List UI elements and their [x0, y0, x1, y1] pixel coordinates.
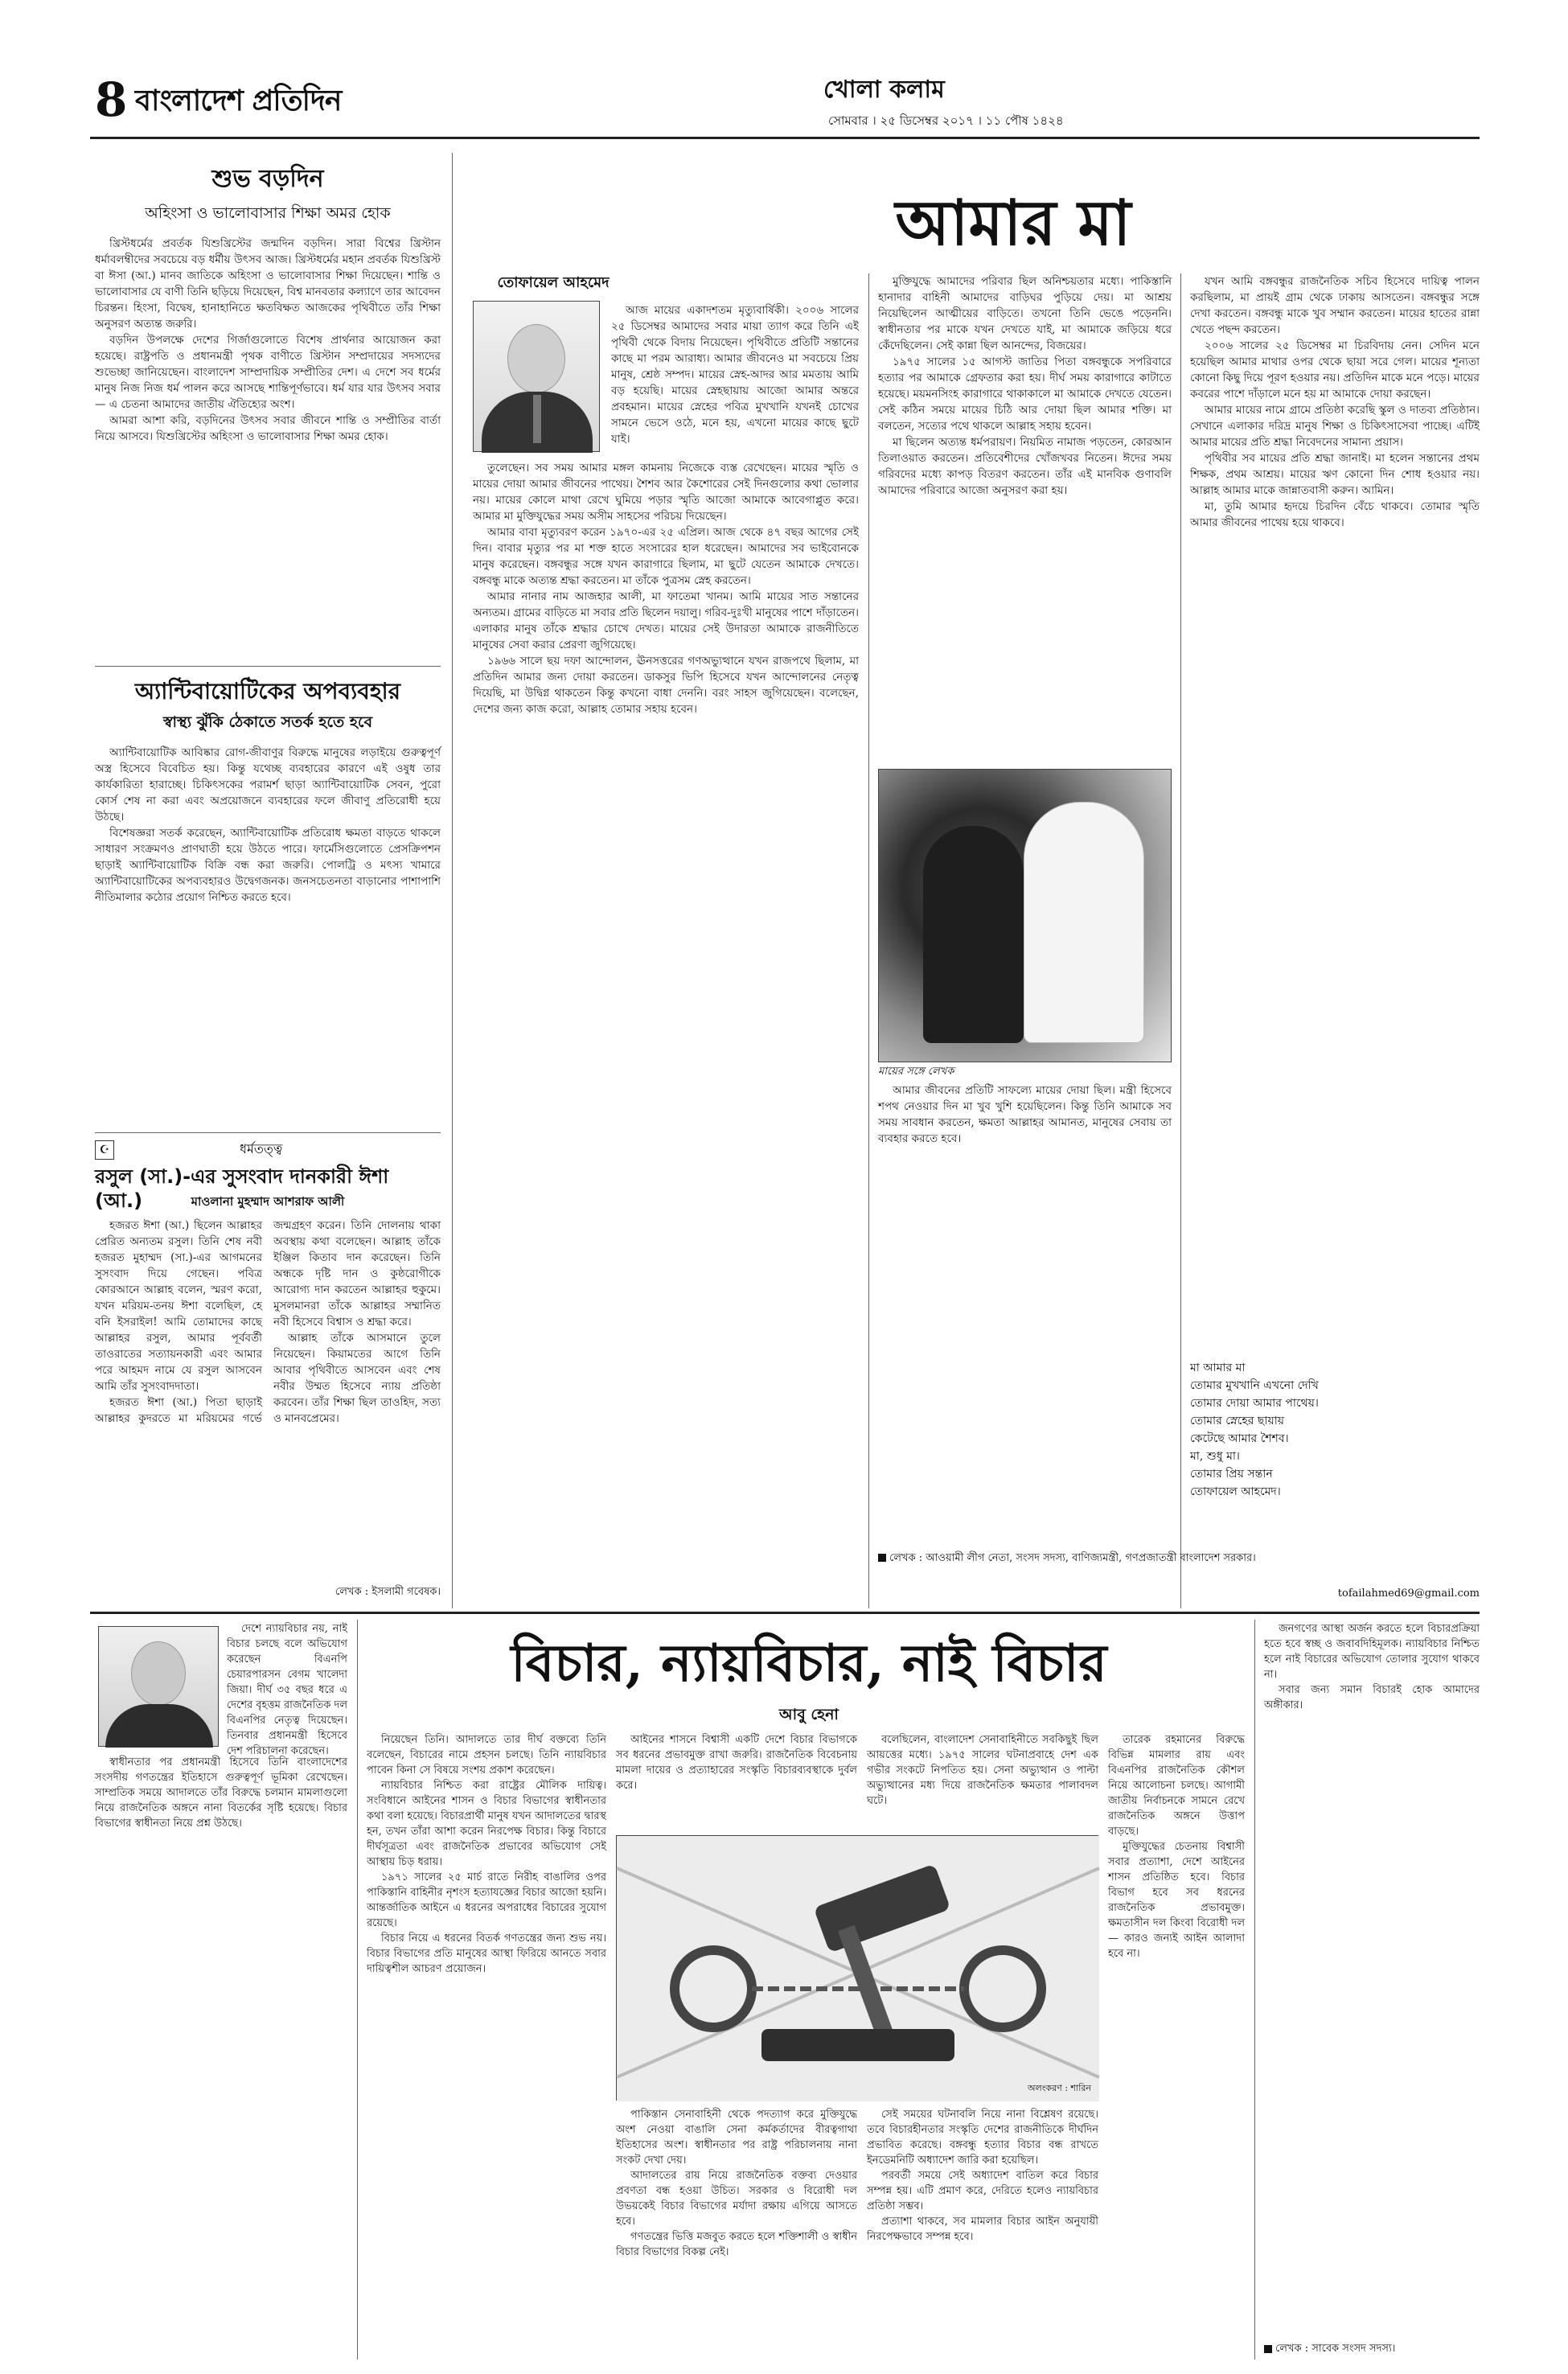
bottom-intro: [95, 1755, 347, 2354]
religion-byline: মাওলানা মুহম্মাদ আশরাফ আলী: [191, 1194, 345, 1209]
verse-line: মা, শুধু মা।: [1190, 1450, 1240, 1463]
bottom-article-footer: [1264, 2342, 1480, 2360]
religion-section: [95, 1139, 441, 1160]
author-email: tofailahmed69@gmail.com: [1337, 1587, 1480, 1600]
paragraph: মা ছিলেন অত্যন্ত ধর্মপরায়ণ। নিয়মিত নামাজ পড়তেন, কোরআন তিলাওয়াত করতেন। প্রতিবেশীদের খোঁজখবর নিতেন। ঈদের সময় গরিবদের মধ্যে কাপড় বিতরণ করতেন। তাঁর এই মানবিক গুণাবলি আমাদের পরিবারে আজো অনুসরণ করা হয়।: [878, 436, 1172, 497]
paragraph: পরবর্তী সময়ে সেই অধ্যাদেশ বাতিল করে বিচার সম্পন্ন হয়। এটি প্রমাণ করে, দেরিতে হলেও ন্যায়বিচার প্রতিষ্ঠা সম্ভব।: [867, 2170, 1098, 2212]
mother-photo-caption: মায়ের সঙ্গে লেখক: [878, 1066, 954, 1078]
paragraph: বিচার নিয়ে এ ধরনের বিতর্ক গণতন্ত্রের জন্য শুভ নয়। বিচার বিভাগের প্রতি মানুষের আস্থা ফিরিয়ে আনতে সবার দায়িত্বশীল আচরণ প্রয়োজন।: [367, 1932, 606, 1975]
paragraph: মুক্তিযুদ্ধের চেতনায় বিশ্বাসী সবার প্রত্যাশা, দেশে আইনের শাসন প্রতিষ্ঠিত হবে। বিচার বিভাগ হবে সব ধরনের রাজনৈতিক প্রভাবমুক্ত। ক্ষমতাসীন দল কিংবা বিরোধী দল — কারও জন্যই আইন আলাদা হবে না।: [1108, 1841, 1245, 1960]
paragraph: দেশে ন্যায়বিচার নয়, নাই বিচার চলছে বলে অভিযোগ করেছেন বিএনপি চেয়ারপারসন বেগম খালেদা জিয়া। দীর্ঘ ৩৫ বছর ধরে এ দেশের বৃহত্তম রাজনৈতিক দল বিএনপির নেতৃত্ব দিয়েছেন। তিনবার প্রধানমন্ত্রী হিসেবে দেশ পরিচালনা করেছেন।: [227, 1623, 348, 1757]
author-photo: [473, 301, 600, 452]
square-icon: [878, 1554, 886, 1562]
paragraph: ১৯৭১ সালের ২৫ মার্চ রাতে নিরীহ বাঙালির ওপর পাকিস্তানি বাহিনীর নৃশংস হত্যাযজ্ঞের বিচার আজো হয়নি। আন্তর্জাতিক আইনে এ ধরনের অপরাধের বিচারের সুযোগ রয়েছে।: [367, 1871, 606, 1929]
bottom-col2-bottom: [616, 2107, 857, 2356]
religion-footer: লেখক : ইসলামী গবেষক।: [335, 1586, 441, 1598]
bottom-col1: [367, 1732, 606, 2356]
divider: [95, 1132, 441, 1133]
dateline: সোমবার । ২৫ ডিসেম্বর ২০১৭ । ১১ পৌষ ১৪২৪: [828, 113, 1064, 128]
paragraph: সেই সময়ের ঘটনাবলি নিয়ে নানা বিশ্লেষণ রয়েছে। তবে বিচারহীনতার সংস্কৃতি দেশের রাজনীতিকে দীর্ঘদিন প্রভাবিত করেছে। বঙ্গবন্ধু হত্যার বিচার বন্ধ রাখতে ইনডেমনিটি অধ্যাদেশ জারি করা হয়েছিল।: [867, 2109, 1098, 2167]
paragraph: ন্যায়বিচার নিশ্চিত করা রাষ্ট্রের মৌলিক দায়িত্ব। সংবিধানে আইনের শাসন ও বিচার বিভাগের স্বাধীনতার কথা বলা হয়েছে। বিচারপ্রার্থী মানুষ যখন আদালতের দ্বারস্থ হন, তখন তাঁরা আশা করেন নিরপেক্ষ বিচার। কিন্তু বিচারে দীর্ঘসূত্রতা এবং রাজনৈতিক প্রভাবের অভিযোগ সেই আস্থায় চিড় ধরায়।: [367, 1780, 606, 1868]
justice-illustration: [616, 1835, 1098, 2101]
christmas-body: [95, 236, 441, 654]
paragraph: আমার বাবা মৃত্যুবরণ করেন ১৯৭০-এর ২৫ এপ্রিল। আজ থেকে ৪৭ বছর আগের সেই দিন। বাবার মৃত্যুর পর মা শক্ত হাতে সংসারের হাল ধরেছেন। আমাদের সব ভাইবোনকে মানুষ করেছেন। বঙ্গবন্ধুর সঙ্গে যখন কারাগারে ছিলাম, মা ছুটে যেতেন আমাকে দেখতে। বঙ্গবন্ধু মাকে অত্যন্ত শ্রদ্ধা করতেন। মা তাঁকে পুত্রসম স্নেহ করতেন।: [473, 526, 859, 587]
bottom-article-author: আবু হেনা: [779, 1706, 839, 1723]
paragraph: ১৯৬৬ সালে ছয় দফা আন্দোলন, ঊনসত্তরের গণঅভ্যুত্থানে যখন রাজপথে ছিলাম, মা প্রতিদিন আমার জন্য দোয়া করতেন। ডাকসুর ভিপি হিসেবে যখন আন্দোলনের নেতৃত্ব দিয়েছি, মা উদ্বিগ্ন থাকতেন কিন্তু কখনো বাধা দেননি। বরং সাহস জুগিয়েছেন। বলেছেন, দেশের জন্য কাজ করো, আল্লাহ তোমার সহায় হবেন।: [473, 655, 859, 716]
paragraph: ২০০৬ সালের ২৫ ডিসেম্বর মা চিরবিদায় নেন। সেদিন মনে হয়েছিল আমার মাথার ওপর থেকে ছায়া সরে গেল। মায়ের শূন্যতা কোনো কিছু দিয়ে পূরণ হওয়ার নয়। প্রতিদিন মাকে মনে পড়ে। মায়ের কবরের পাশে দাঁড়ালে মনে হয় মা আমাকে দোয়া করছেন।: [1190, 339, 1480, 400]
portrait-body: [105, 1704, 213, 1748]
verse-line: তোমার মুখখানি এখনো দেখি: [1190, 1379, 1319, 1392]
portrait-tie: [533, 395, 541, 443]
verse-block: [1190, 1359, 1480, 1520]
illustration-credit: অলংকরণ : শারিন: [1027, 2083, 1091, 2093]
paragraph: স্বাধীনতার পর প্রধানমন্ত্রী হিসেবে তিনি বাংলাদেশের সংসদীয় গণতন্ত্রের ইতিহাসে গুরুত্বপূর্ণ ভূমিকা রেখেছেন। সাম্প্রতিক সময়ে আদালতে তাঁর বিরুদ্ধে চলমান মামলাগুলো নিয়ে রাজনৈতিক অঙ্গনে নানা বিতর্কের সৃষ্টি হয়েছে। বিচার বিভাগের স্বাধীনতা নিয়ে প্রশ্ন উঠছে।: [95, 1756, 347, 1830]
paragraph: মুক্তিযুদ্ধে আমাদের পরিবার ছিল অনিশ্চয়তার মধ্যে। পাকিস্তানি হানাদার বাহিনী আমাদের বাড়িঘর পুড়িয়ে দেয়। মা আশ্রয় নিয়েছিলেন আত্মীয়ের বাড়িতে। তখনো তিনি ভেঙে পড়েননি। স্বাধীনতার পর মাকে যখন দেখতে যাই, মা আমাকে জড়িয়ে ধরে কেঁদেছিলেন। সেই কান্না ছিল আনন্দের, বিজয়ের।: [878, 275, 1172, 352]
main-body-col1a: [611, 302, 859, 455]
paragraph: প্রত্যাশা থাকবে, সব মামলার বিচার আইন অনুযায়ী নিরপেক্ষভাবে সম্পন্ন হবে।: [867, 2216, 1098, 2243]
crescent-icon: ☪: [95, 1140, 114, 1160]
paragraph: আল্লাহ তাঁকে আসমানে তুলে নিয়েছেন। কিয়ামতের আগে তিনি আবার পৃথিবীতে আসবেন এবং শেষ নবীর উম্মত হিসেবে ন্যায় প্রতিষ্ঠা করবেন। তাঁর শিক্ষা ছিল তাওহিদ, সত্য ও মানবপ্রেমের।: [273, 1332, 441, 1425]
bottom-col4: [1108, 1732, 1245, 2356]
verse-line: তোমার প্রিয় সন্তান: [1190, 1468, 1273, 1481]
paragraph: সবার জন্য সমান বিচারই হোক আমাদের অঙ্গীকার।: [1264, 1684, 1480, 1711]
paragraph: আদালতের রায় নিয়ে রাজনৈতিক বক্তব্য দেওয়ার প্রবণতা বন্ধ হওয়া উচিত। সরকার ও বিরোধী দল উভয়কেই বিচার বিভাগের মর্যাদা রক্ষায় এগিয়ে আসতে হবে।: [616, 2170, 857, 2228]
paragraph: হজরত ঈশা (আ.) ছিলেন আল্লাহর প্রেরিত অন্যতম রসুল। তিনি শেষ নবী হজরত মুহাম্মদ (সা.)-এর আগমনের সুসংবাদ দিয়ে গেছেন। পবিত্র কোরআনে আল্লাহ বলেন, স্মরণ করো, যখন মরিয়ম-তনয় ঈশা বলেছিল, হে বনি ইসরাইল! আমি তোমাদের কাছে আল্লাহর রসুল, আমার পূর্ববর্তী তাওরাতের সত্যায়নকারী এবং আমার পরে আহমদ নামে যে রসুল আসবেন আমি তাঁর সুসংবাদদাতা।: [95, 1219, 262, 1393]
paragraph: আমার নানার নাম আজহার আলী, মা ফাতেমা খানম। আমি মায়ের সাত সন্তানের অন্যতম। গ্রামের বাড়িতে মা সবার প্রতি ছিলেন দয়ালু। গরিব-দুঃখী মানুষের পাশে দাঁড়াতেন। এলাকার মানুষ তাঁকে শ্রদ্ধার চোখে দেখত। মায়ের সেই উদারতা আমাকে রাজনীতিতে মানুষের সেবা করার প্রেরণা জুগিয়েছে।: [473, 590, 859, 651]
main-body-col1b: [473, 460, 859, 1606]
verse-line: তোমার দোয়া আমার পাথেয়।: [1190, 1397, 1319, 1410]
main-body-col2b: [878, 1082, 1172, 1605]
bottom-col3-bottom: [867, 2107, 1098, 2356]
paragraph: পৃথিবীর সব মায়ের প্রতি শ্রদ্ধা জানাই। মা হলেন সন্তানের প্রথম শিক্ষক, প্রথম আশ্রয়। মায়ের ঋণ কোনো দিন শোধ হওয়ার নয়। আল্লাহ আমার মাকে জান্নাতবাসী করুন। আমিন।: [1190, 452, 1480, 497]
paragraph: বলেছিলেন, বাংলাদেশ সেনাবাহিনীতে সবকিছুই ছিল আয়ত্তের মধ্যে। ১৯৭৫ সালের ঘটনাপ্রবাহে দেশ এক গভীর সংকটে নিপতিত হয়। সেনা অভ্যুত্থান ও পাল্টা অভ্যুত্থানের মধ্য দিয়ে রাজনৈতিক ক্ষমতার পালাবদল ঘটে।: [867, 1734, 1098, 1807]
column-divider: [452, 153, 453, 1608]
masthead: [0, 0, 1568, 141]
section-rule: [90, 1612, 1480, 1614]
antibiotic-body: [95, 745, 441, 1119]
bottom-col5: [1264, 1621, 1480, 2337]
paragraph: আমরা আশা করি, বড়দিনের উৎসব সবার জীবনে শান্তি ও সম্প্রীতির বার্তা নিয়ে আসবে। যিশুখ্রিস্টের অহিংসা ও ভালোবাসার শিক্ষা অমর হোক।: [95, 414, 441, 443]
bottom-col3-top: [867, 1732, 1098, 1829]
portrait-head: [507, 324, 565, 393]
paragraph: আইনের শাসনে বিশ্বাসী একটি দেশে বিচার বিভাগকে সব ধরনের প্রভাবমুক্ত রাখা জরুরি। রাজনৈতিক বিবেচনায় মামলা দায়ের ও প্রত্যাহারের সংস্কৃতি বিচারব্যবস্থাকে দুর্বল করে।: [616, 1734, 857, 1792]
column-divider: [1180, 273, 1181, 1608]
paragraph: আমার জীবনের প্রতিটি সাফল্যে মায়ের দোয়া ছিল। মন্ত্রী হিসেবে শপথ নেওয়ার দিন মা খুব খুশি হয়েছিলেন। কিন্তু তিনি আমাকে সব সময় সাবধান করতেন, ক্ষমতা আল্লাহর আমানত, মানুষের সেবায় তা ব্যবহার করতে হবে।: [878, 1084, 1172, 1145]
section-label: ধর্মতত্ত্ব: [240, 1141, 283, 1156]
son-figure: [923, 826, 1024, 1043]
paragraph: খ্রিস্টধর্মের প্রবর্তক যিশুখ্রিস্টের জন্মদিন বড়দিন। সারা বিশ্বের খ্রিস্টান ধর্মাবলম্বীদের সবচেয়ে বড় ধর্মীয় উৎসব আজ। খ্রিস্টধর্মের মহান প্রবর্তক যিশুখ্রিস্ট বা ঈসা (আ.) মানব জাতিকে অহিংসা ও ভালোবাসার শিক্ষা দিয়েছেন। শান্তি ও ভালোবাসার যে বাণী তিনি ছড়িয়ে দিয়েছেন, বিশ্ব মানবতার কল্যাণে তার আবেদন চিরন্তন। হিংসা, বিদ্বেষ, হানাহানিতে ক্ষতবিক্ষত আজকের পৃথিবীতে তাঁর শিক্ষা অনুসরণ অত্যন্ত জরুরি।: [95, 237, 441, 331]
masthead-rule: [90, 137, 1480, 139]
bottom-intro-top: [227, 1621, 348, 1757]
paragraph: গণতন্ত্রের ভিত্তি মজবুত করতে হলে শক্তিশালী ও স্বাধীন বিচার বিভাগের বিকল্প নেই।: [616, 2231, 857, 2258]
religion-article: [95, 1139, 441, 1605]
christmas-title: শুভ বড়দিন: [211, 165, 324, 193]
column-divider: [868, 273, 869, 1608]
author-note: লেখক : সাবেক সংসদ সদস্য।: [1275, 2343, 1396, 2355]
paragraph: ১৯৭৫ সালের ১৫ আগস্ট জাতির পিতা বঙ্গবন্ধুকে সপরিবারে হত্যার পর আমাকে গ্রেফতার করা হয়। দীর্ঘ সময় কারাগারে কাটাতে হয়েছে। ময়মনসিংহ কারাগারে থাকাকালে মা আমাকে দেখতে যেতেন। সেই কঠিন সময়ে মায়ের চিঠি আর দোয়া ছিল আমার শক্তি। মা বলতেন, সত্যের পথে থাকলে আল্লাহ সহায় হবেন।: [878, 355, 1172, 433]
portrait-head: [131, 1641, 186, 1706]
author-note: লেখক : আওয়ামী লীগ নেতা, সংসদ সদস্য, বাণিজ্যমন্ত্রী, গণপ্রজাতন্ত্রী বাংলাদেশ সরকার।: [889, 1552, 1256, 1564]
antibiotic-editorial: [95, 674, 441, 1124]
christmas-editorial: [95, 157, 441, 659]
main-article-title: আমার মা: [895, 187, 1131, 260]
column-divider: [1254, 1620, 1255, 2360]
paragraph: তারেক রহমানের বিরুদ্ধে বিভিন্ন মামলার রায় এবং বিএনপির রাজনৈতিক কৌশল নিয়ে আলোচনা চলছে। আগামী জাতীয় নির্বাচনকে সামনে রেখে রাজনৈতিক অঙ্গনে উত্তাপ বাড়ছে।: [1108, 1734, 1245, 1838]
bottom-author-photo: [98, 1626, 219, 1747]
paragraph: নিয়েছেন তিনি। আদালতে তার দীর্ঘ বক্তব্যে তিনি বলেছেন, বিচারের নামে প্রহসন চলছে। তিনি ন্যায়বিচার পাবেন কিনা সে বিষয়ে সংশয় প্রকাশ করেছেন।: [367, 1734, 606, 1776]
paragraph: বড়দিন উপলক্ষে দেশের গির্জাগুলোতে বিশেষ প্রার্থনার আয়োজন করা হয়েছে। রাষ্ট্রপতি ও প্রধানমন্ত্রী পৃথক বাণীতে খ্রিস্টান সম্প্রদায়ের সদস্যদের শুভেচ্ছা জানিয়েছেন। বাংলাদেশ সাম্প্রদায়িক সম্প্রীতির দেশ। এ দেশে সব ধর্মের মানুষ নিজ নিজ ধর্ম পালন করে আসছে শান্তিপূর্ণভাবে। ধর্ম যার যার উৎসব সবার — এ চেতনা আমাদের জাতীয় ঐতিহ্যের অংশ।: [95, 334, 441, 411]
paragraph: তুলেছেন। সব সময় আমার মঙ্গল কামনায় নিজেকে ব্যস্ত রেখেছেন। মায়ের স্মৃতি ও মায়ের দোয়া আমার জীবনের পাথেয়। শৈশব আর কৈশোরের সেই দিনগুলোর কথা ভোলার নয়। মায়ের কোলে মাথা রেখে ঘুমিয়ে পড়ার স্মৃতি আজো আমাকে আবেগাপ্লুত করে। আমার মা মুক্তিযুদ্ধের সময় অসীম সাহসের পরিচয় দিয়েছেন।: [473, 462, 859, 523]
christmas-subtitle: অহিংসা ও ভালোবাসার শিক্ষা অমর হোক: [145, 204, 391, 222]
paragraph: আজ মায়ের একাদশতম মৃত্যুবার্ষিকী। ২০০৬ সালের ২৫ ডিসেম্বর আমাদের সবার মায়া ত্যাগ করে তিনি এই পৃথিবী থেকে বিদায় নিয়েছেন। পৃথিবীতে প্রতিটি সন্তানের কাছে মা পরম আরাধ্য। আমার জীবনেও মা সবচেয়ে প্রিয় মানুষ, শ্রেষ্ঠ সম্পদ। মায়ের স্নেহ-আদর আর মমতায় আমি বড় হয়েছি। মায়ের স্নেহছায়ায় আজো আমার অন্তরে প্রবহমান। মায়ের স্নেহের পবিত্র মুখখানি যখনই চোখের সামনে ভেসে ওঠে, মনে হয়, এখনো মায়ের কাছে ছুটে যাই।: [611, 304, 859, 446]
religion-body: [95, 1218, 441, 1579]
main-article-footer: [878, 1550, 1480, 1604]
divider: [95, 666, 441, 667]
column-divider: [357, 1620, 358, 2360]
paper-name: বাংলাদেশ প্রতিদিন: [135, 84, 342, 117]
paragraph: যখন আমি বঙ্গবন্ধুর রাজনৈতিক সচিব হিসেবে দায়িত্ব পালন করছিলাম, মা প্রায়ই গ্রাম থেকে ঢাকায় আসতেন। বঙ্গবন্ধুর সঙ্গে দেখা করতেন। বঙ্গবন্ধু মাকে খুব সম্মান করতেন। মায়ের হাতের রান্না খেতে পছন্দ করতেন।: [1190, 275, 1480, 336]
main-body-col3: [1190, 273, 1480, 1303]
bottom-article-title: বিচার, ন্যায়বিচার, নাই বিচার: [511, 1633, 1107, 1694]
section-label: খোলা কলাম: [823, 76, 945, 104]
paragraph: মা, তুমি আমার হৃদয়ে চিরদিন বেঁচে থাকবে। তোমার স্মৃতি আমার জীবনের পাথেয় হয়ে থাকবে।: [1190, 500, 1480, 529]
mother-photo: [878, 769, 1172, 1062]
verse-line: কেটেছে আমার শৈশব।: [1190, 1432, 1289, 1445]
paragraph: হজরত ঈশা (আ.) পিতা ছাড়াই আল্লাহর কুদরতে মা মরিয়মের গর্ভে জন্মগ্রহণ করেন। তিনি দোলনায় থাকা অবস্থায় কথা বলেছেন। আল্লাহ তাঁকে ইঞ্জিল কিতাব দান করেছেন। তিনি অন্ধকে দৃষ্টি দান ও কুষ্ঠরোগীকে আরোগ্য দান করতেন আল্লাহর হুকুমে। মুসলমানরা তাঁকে আল্লাহর সম্মানিত নবী হিসেবে বিশ্বাস ও শ্রদ্ধা করে।: [95, 1219, 441, 1425]
paragraph: বিশেষজ্ঞরা সতর্ক করেছেন, অ্যান্টিবায়োটিক প্রতিরোধ ক্ষমতা বাড়তে থাকলে সাধারণ সংক্রমণও প্রাণঘাতী হয়ে উঠতে পারে। ফার্মেসিগুলোতে প্রেসক্রিপশন ছাড়াই অ্যান্টিবায়োটিক বিক্রি বন্ধ করা জরুরি। পোলট্রি ও মৎস্য খামারে অ্যান্টিবায়োটিকের অপব্যবহারও উদ্বেগজনক। জনসচেতনতা বাড়ানোর পাশাপাশি নীতিমালার কঠোর প্রয়োগ নিশ্চিত করতে হবে।: [95, 827, 441, 904]
verse-line: তোমার স্নেহের ছায়ায়: [1190, 1415, 1285, 1427]
square-icon: [1264, 2345, 1272, 2353]
antibiotic-subtitle: স্বাস্থ্য ঝুঁকি ঠেকাতে সতর্ক হতে হবে: [162, 713, 373, 731]
paragraph: পাকিস্তান সেনাবাহিনী থেকে পদত্যাগ করে মুক্তিযুদ্ধে অংশ নেওয়া বাঙালি সেনা কর্মকর্তাদের বীরত্বগাথা ইতিহাসের অংশ। স্বাধীনতার পর রাষ্ট্র পরিচালনায় নানা সংকট দেখা দেয়।: [616, 2109, 857, 2167]
antibiotic-title: অ্যান্টিবায়োটিকের অপব্যবহার: [134, 678, 401, 704]
main-body-col2: [878, 273, 1172, 760]
main-article-author: তোফায়েল আহমেদ: [497, 274, 610, 291]
page-number: 8: [95, 72, 128, 127]
religion-title: রসুল (সা.)-এর সুসংবাদ দানকারী ঈশা (আ.): [95, 1165, 389, 1212]
bottom-col2-top: [616, 1732, 857, 1829]
paragraph: আমার মায়ের নামে গ্রামে প্রতিষ্ঠা করেছি স্কুল ও দাতব্য প্রতিষ্ঠান। সেখানে এলাকার দরিদ্র মানুষ শিক্ষা ও চিকিৎসাসেবা পাচ্ছে। এটিই আমার মায়ের প্রতি শ্রদ্ধা নিবেদনের সামান্য প্রয়াস।: [1190, 404, 1480, 449]
mother-figure: [1024, 802, 1144, 1043]
verse-line: মা আমার মা: [1190, 1362, 1246, 1374]
gavel-handcuffs-icon: [617, 1836, 1099, 2101]
paragraph: জনগণের আস্থা অর্জন করতে হলে বিচারপ্রক্রিয়া হতে হবে স্বচ্ছ ও জবাবদিহিমূলক। ন্যায়বিচার নিশ্চিত হলে নাই বিচারের অভিযোগ তোলার সুযোগ থাকবে না।: [1264, 1623, 1480, 1681]
verse-line: তোফায়েল আহমেদ।: [1190, 1485, 1281, 1498]
paragraph: অ্যান্টিবায়োটিক আবিষ্কার রোগ-জীবাণুর বিরুদ্ধে মানুষের লড়াইয়ে গুরুত্বপূর্ণ অস্ত্র হিসেবে বিবেচিত হয়। কিন্তু যথেচ্ছ ব্যবহারের কারণে এই ওষুধ তার কার্যকারিতা হারাচ্ছে। চিকিৎসকের পরামর্শ ছাড়া অ্যান্টিবায়োটিক সেবন, পুরো কোর্স শেষ না করা এবং অপ্রয়োজনে ব্যবহারের ফলে জীবাণু প্রতিরোধী হয়ে উঠছে।: [95, 746, 441, 824]
